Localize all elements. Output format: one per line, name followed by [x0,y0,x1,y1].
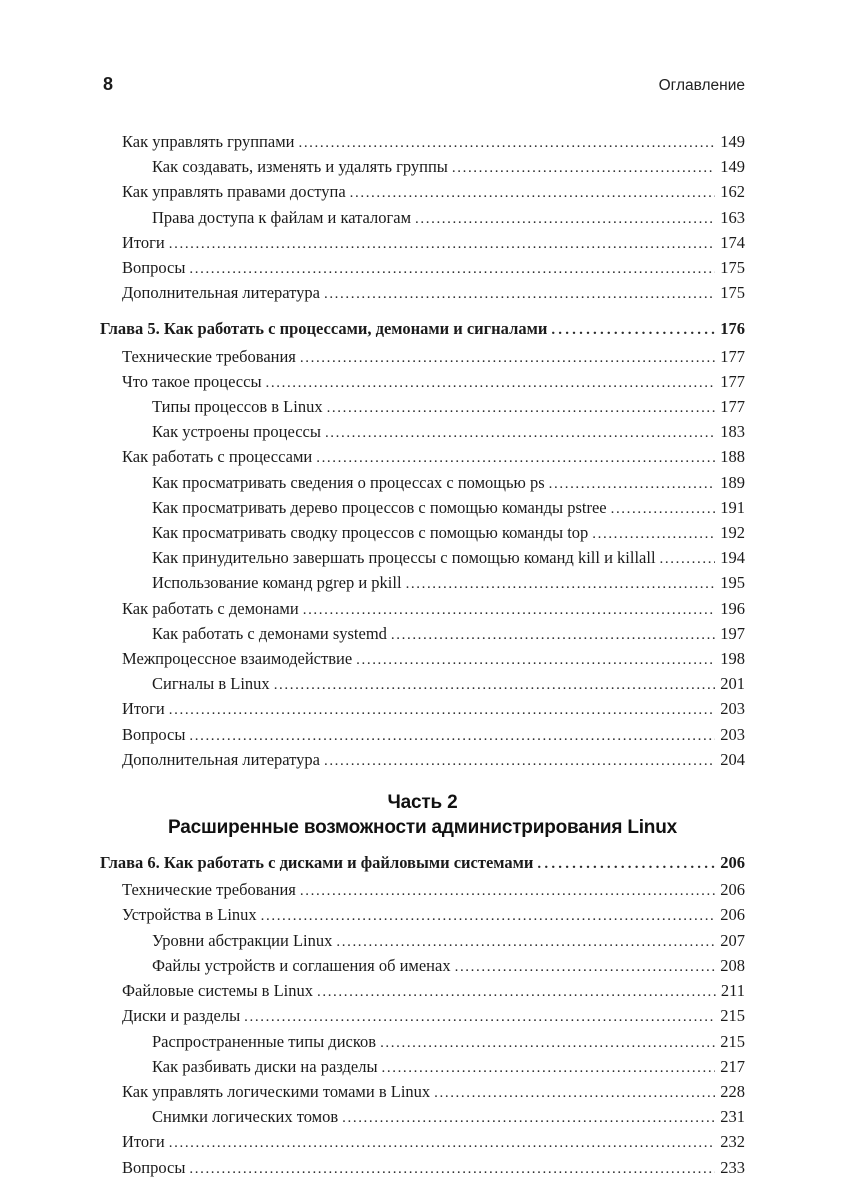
toc-entry-row [100,256,745,281]
entry-title: Как работать с демонами [122,598,299,618]
entry-page-number: 228 [720,1081,745,1101]
toc-entry-row [100,445,745,470]
entry-page-number: 188 [720,447,745,467]
chapter-heading-row [100,317,745,342]
toc-entry-row [100,521,745,546]
entry-page-number: 195 [720,573,745,593]
entry-page-number: 206 [720,880,745,900]
entry-title: Файловые системы в Linux [122,981,313,1001]
chapter-title: Глава 5. Как работать с процессами, демонами и сигналами [100,319,548,339]
dot-leader [316,445,715,470]
part-heading-line: Часть 2 [387,792,458,814]
entry-page-number: 201 [720,674,745,694]
table-of-contents [100,130,745,1181]
entry-title: Итоги [122,1132,165,1152]
entry-title: Как работать с процессами [122,447,313,467]
toc-entry-row [100,471,745,496]
dot-leader [380,1030,715,1055]
entry-page-number: 196 [720,598,745,618]
toc-entry-row [100,1156,745,1181]
entry-title: Как управлять группами [122,132,295,151]
dot-leader [455,954,716,979]
entry-title: Технические требования [122,880,296,900]
entry-title: Устройства в Linux [122,905,257,925]
entry-page-number: 217 [720,1056,745,1076]
dot-leader [452,155,715,180]
entry-title: Как просматривать сведения о процессах с помощью ps [152,472,545,492]
entry-title: Распространенные типы дисков [152,1031,377,1051]
chapter-title: Глава 6. Как работать с дисками и файловыми системами [100,853,534,873]
entry-page-number: 203 [720,724,745,744]
entry-title: Дополнительная литература [122,283,320,303]
toc-entry-row [100,395,745,420]
entry-page-number: 194 [720,548,745,568]
toc-entry-row [100,130,745,155]
entry-page-number: 149 [720,132,745,151]
dot-leader [266,370,716,395]
entry-title: Межпроцессное взаимодействие [122,649,353,669]
entry-title: Вопросы [122,258,186,278]
dot-leader [382,1055,716,1080]
toc-entry-row [100,597,745,622]
entry-page-number: 215 [720,1031,745,1051]
dot-leader [415,206,715,231]
entry-page-number: 177 [720,371,745,391]
page-header [100,74,745,95]
toc-entry-row [100,370,745,395]
entry-title: Итоги [122,232,165,252]
toc-entry-row [100,155,745,180]
entry-title: Права доступа к файлам и каталогам [152,207,412,227]
entry-page-number: 192 [720,523,745,543]
dot-leader [537,851,715,876]
toc-entry-row [100,180,745,205]
entry-page-number: 208 [720,955,745,975]
toc-entry-row [100,1030,745,1055]
entry-page-number: 163 [720,207,745,227]
toc-entry-row [100,723,745,748]
dot-leader [336,929,715,954]
dot-leader [298,130,715,155]
entry-title: Как принудительно завершать процессы с помощью команд kill и killall [152,548,656,568]
entry-title: Сигналы в Linux [152,674,270,694]
toc-entry-row [100,929,745,954]
chapter-heading-row [100,851,745,876]
entry-page-number: 191 [720,497,745,517]
toc-entry-row [100,748,745,773]
entry-title: Как устроены процессы [152,422,321,442]
chapter-page-number: 206 [720,853,745,873]
entry-page-number: 232 [720,1132,745,1152]
part-heading [100,790,745,840]
page-number: 8 [103,74,114,94]
toc-entry-row [100,954,745,979]
entry-page-number: 197 [720,623,745,643]
entry-title: Снимки логических томов [152,1107,339,1127]
toc-entry-row [100,878,745,903]
entry-title: Как управлять логическими томами в Linux [122,1081,431,1101]
toc-entry-row [100,1004,745,1029]
dot-leader [611,496,716,521]
toc-entry-row [100,979,745,1004]
entry-title: Как просматривать сводку процессов с помощью команды top [152,523,589,543]
toc-entry-row [100,622,745,647]
entry-page-number: 203 [720,699,745,719]
dot-leader [324,281,715,306]
toc-entry-row [100,1130,745,1155]
entry-title: Итоги [122,699,165,719]
entry-page-number: 174 [720,232,745,252]
part-heading-line: Расширенные возможности администрирования Linux [168,817,677,839]
dot-leader [391,622,715,647]
dot-leader [169,1130,715,1155]
dot-leader [356,647,715,672]
toc-entry-row [100,546,745,571]
dot-leader [189,723,715,748]
dot-leader [244,1004,715,1029]
dot-leader [549,471,716,496]
dot-leader [551,317,715,342]
entry-page-number: 231 [720,1107,745,1127]
dot-leader [169,697,715,722]
dot-leader [406,571,716,596]
entry-title: Вопросы [122,1157,186,1177]
entry-title: Использование команд pgrep и pkill [152,573,402,593]
toc-entry-row [100,281,745,306]
entry-page-number: 175 [720,283,745,303]
dot-leader [325,420,715,445]
dot-leader [324,748,715,773]
toc-entry-row [100,496,745,521]
dot-leader [169,231,715,256]
entry-page-number: 177 [720,346,745,366]
dot-leader [434,1080,715,1105]
entry-title: Уровни абстракции Linux [152,930,333,950]
running-title: Оглавление [658,77,745,94]
chapter-page-number: 176 [720,319,745,339]
entry-page-number: 215 [720,1006,745,1026]
dot-leader [327,395,716,420]
entry-title: Как разбивать диски на разделы [152,1056,378,1076]
entry-title: Как создавать, изменять и удалять группы [152,157,448,177]
toc-entry-row [100,1105,745,1130]
entry-page-number: 204 [720,749,745,769]
entry-title: Вопросы [122,724,186,744]
toc-entry-row [100,571,745,596]
dot-leader [189,256,715,281]
toc-entry-row [100,647,745,672]
toc-entry-row [100,903,745,928]
toc-entry-row [100,345,745,370]
entry-page-number: 177 [720,397,745,417]
entry-page-number: 207 [720,930,745,950]
toc-entry-row [100,1055,745,1080]
entry-page-number: 198 [720,649,745,669]
entry-title: Как управлять правами доступа [122,182,346,202]
entry-page-number: 162 [720,182,745,202]
entry-title: Что такое процессы [122,371,262,391]
entry-title: Как просматривать дерево процессов с помощью команды pstree [152,497,607,517]
entry-title: Типы процессов в Linux [152,397,323,417]
toc-entry-row [100,231,745,256]
entry-title: Диски и разделы [122,1006,241,1026]
entry-page-number: 183 [720,422,745,442]
dot-leader [300,878,715,903]
entry-page-number: 175 [720,258,745,278]
entry-page-number: 189 [720,472,745,492]
entry-title: Как работать с демонами systemd [152,623,387,643]
toc-entry-row [100,672,745,697]
dot-leader [189,1156,715,1181]
dot-leader [592,521,715,546]
entry-title: Файлы устройств и соглашения об именах [152,955,451,975]
toc-entry-row [100,420,745,445]
entry-page-number: 149 [720,157,745,177]
dot-leader [317,979,716,1004]
dot-leader [342,1105,715,1130]
toc-entry-row [100,697,745,722]
dot-leader [303,597,716,622]
dot-leader [261,903,716,928]
dot-leader [350,180,716,205]
toc-entry-row [100,1080,745,1105]
dot-leader [300,345,715,370]
entry-page-number: 233 [720,1157,745,1177]
entry-title: Дополнительная литература [122,749,320,769]
entry-page-number: 206 [720,905,745,925]
entry-title: Технические требования [122,346,296,366]
dot-leader [274,672,716,697]
dot-leader [660,546,716,571]
toc-entry-row [100,206,745,231]
entry-page-number: 211 [720,981,745,1001]
